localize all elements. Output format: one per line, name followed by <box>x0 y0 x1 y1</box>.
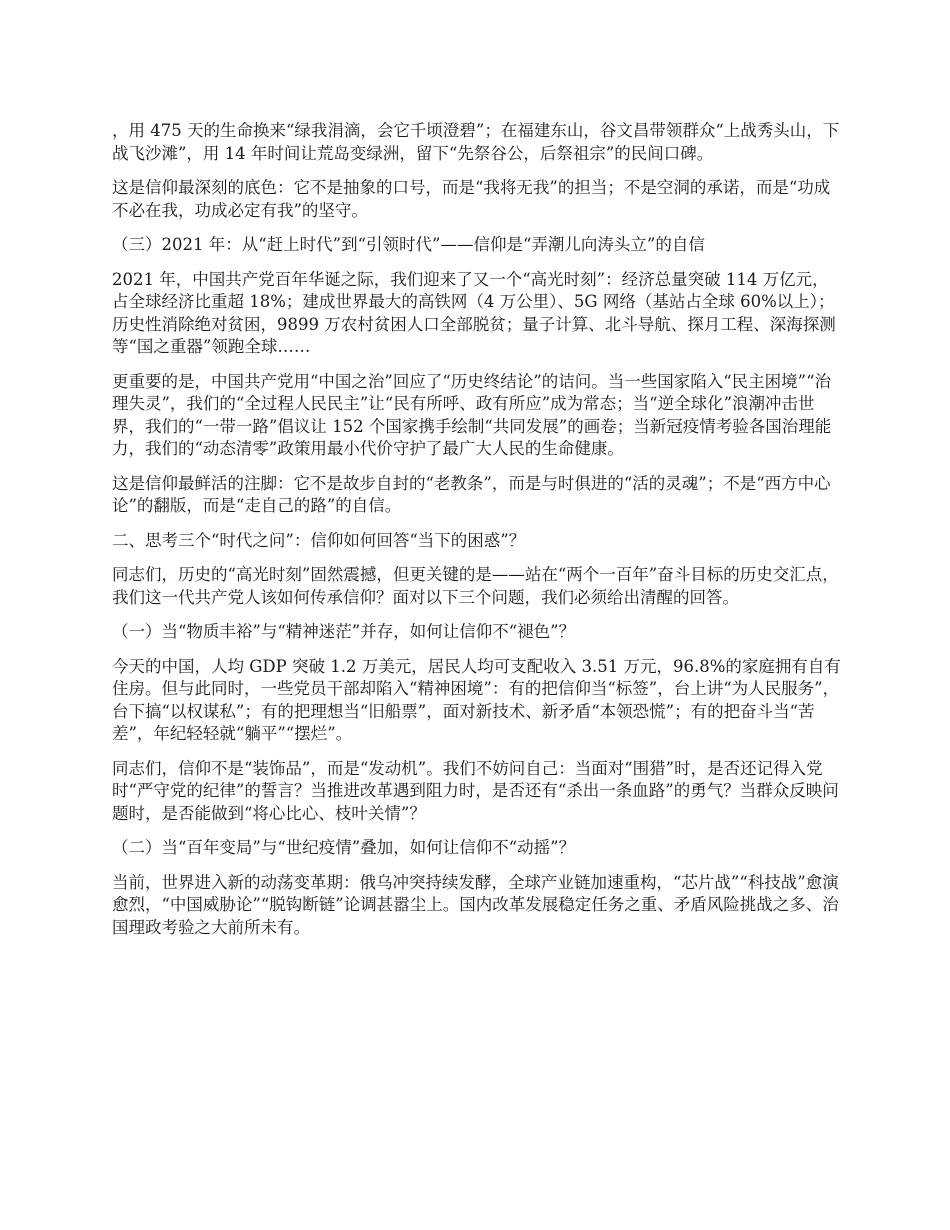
document-body <box>112 120 842 951</box>
paragraph-belief-footnote: 这是信仰最鲜活的注脚：它不是故步自封的“老教条”，而是与时俱进的“活的灵魂”；不是“西方中心论”的翻版，而是“走自己的路”的自信。 <box>112 473 831 515</box>
paragraph-belief-engine: 同志们，信仰不是“装饰品”，而是“发动机”。我们不妨问自己：当面对“围猎”时，是否还记得入党时“严守党的纪律”的誓言？当推进改革遇到阻力时，是否还有“杀出一条血路”的勇气？当群众反映问题时，是否能做到“将心比心、枝叶关情”？ <box>112 758 839 823</box>
paragraph-comrades-intro: 同志们，历史的“高光时刻”固然震撼，但更关键的是——站在“两个一百年”奋斗目标的历史交汇点，我们这一代共产党人该如何传承信仰？面对以下三个问题，我们必须给出清醒的回答。 <box>112 565 839 607</box>
paragraph-2021-achievements: 2021 年，中国共产党百年华诞之际，我们迎来了又一个“高光时刻”：经济总量突破 114 万亿元，占全球经济比重超 18%；建成世界最大的高铁网（4 万公里）、5G 网络（基站占全球 60%以上）；历史性消除绝对贫困，9899 万农村贫困人口全部脱贫；量子计算、北斗导航、探月工程、深海探测等“国之重器”领跑全球…… <box>112 269 836 356</box>
paragraph-current-world: 当前，世界进入新的动荡变革期：俄乌冲突持续发酵，全球产业链加速重构，“芯片战”“科技战”愈演愈烈，“中国威胁论”“脱钩断链”论调甚嚣尘上。国内改革发展稳定任务之重、矛盾风险挑战之多、治国理政考验之大前所未有。 <box>112 872 839 937</box>
subheading-century-changes: （二）当“百年变局”与“世纪疫情”叠加，如何让信仰不“动摇”？ <box>112 838 576 857</box>
paragraph-intro-continuation: ，用 475 天的生命换来“绿我涓滴，会它千顷澄碧”；在福建东山，谷文昌带领群众“上战秀头山，下战飞沙滩”，用 14 年时间让荒岛变绿洲，留下“先祭谷公，后祭祖宗”的民间口碑。 <box>112 121 840 163</box>
paragraph-belief-foundation: 这是信仰最深刻的底色：它不是抽象的口号，而是“我将无我”的担当；不是空洞的承诺，而是“功成不必在我，功成必定有我”的坚守。 <box>112 178 831 220</box>
section-heading-three-questions: 二、思考三个“时代之问”：信仰如何回答“当下的困惑”？ <box>112 530 526 550</box>
section-heading-2021: （三）2021 年：从“赶上时代”到“引领时代”——信仰是“弄潮儿向涛头立”的自信 <box>112 235 705 254</box>
paragraph-today-china: 今天的中国，人均 GDP 突破 1.2 万美元，居民人均可支配收入 3.51 万元，96.8%的家庭拥有自有住房。但与此同时，一些党员干部却陷入“精神困境”：有的把信仰当“标签”，台上讲“为人民服务”，台下搞“以权谋私”；有的把理想当“旧船票”，面对新技术、新矛盾“本领恐慌”；有的把奋斗当“苦差”，年纪轻轻就“躺平”“摆烂”。 <box>112 656 841 743</box>
subheading-material-spiritual: （一）当“物质丰裕”与“精神迷茫”并存，如何让信仰不“褪色”？ <box>112 622 576 641</box>
paragraph-china-governance: 更重要的是，中国共产党用“中国之治”回应了“历史终结论”的诘问。当一些国家陷入“民主困境”“治理失灵”，我们的“全过程人民民主”让“民有所呼、政有所应”成为常态；当“逆全球化”浪潮冲击世界，我们的“一带一路”倡议让 152 个国家携手绘制“共同发展”的画卷；当新冠疫情考验各国治理能力，我们的“动态清零”政策用最小代价守护了最广大人民的生命健康。 <box>112 371 832 458</box>
